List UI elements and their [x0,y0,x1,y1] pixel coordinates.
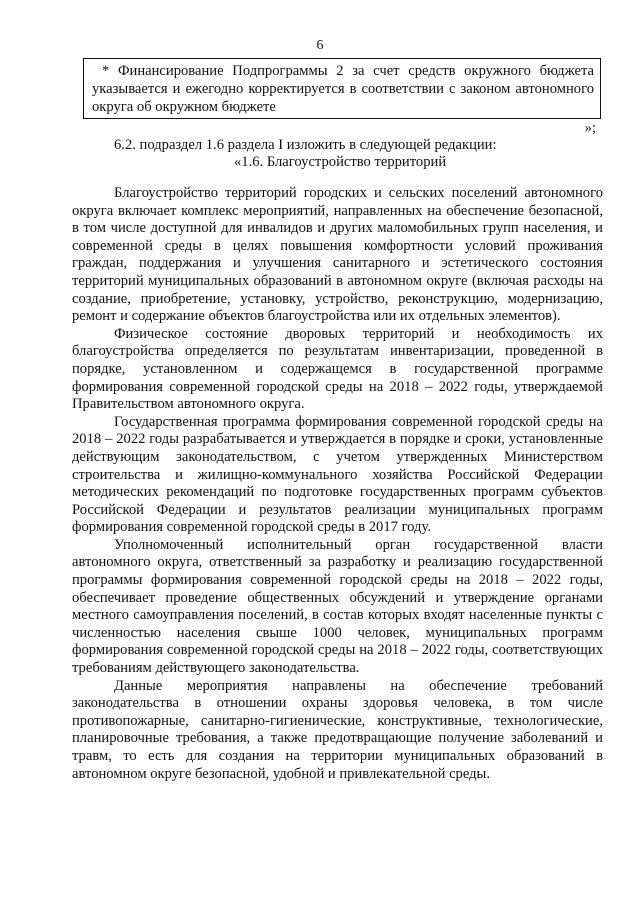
paragraph: Физическое состояние дворовых территорий и необходимость их благоустройства определяется по результатам инвентаризации, проведенной в порядке, установленном и содержащемся в государственной программе формирования современной городской среды на 2018 – 2022 годы, утверждаемой Правительством автономного округа. [72,325,603,413]
paragraph: Уполномоченный исполнительный орган государственной власти автономного округа, ответственный за разработку и реализацию государственной программы формирования современной городской среды на 2018 – 2022 годы, обеспечивает проведение общественных обсуждений и утверждение органами местного самоуправления поселений, в состав которых входят населенные пункты с численностью населения свыше 1000 человек, муниципальных программ формирования современной городской среды на 2018 – 2022 годы, соответствующих требованиям действующего законодательства. [72,536,603,677]
section-heading: «1.6. Благоустройство территорий [234,154,447,170]
page-number: 6 [316,38,324,53]
paragraph: Благоустройство территорий городских и сельских поселений автономного округа включает комплекс мероприятий, направленных на обеспечение безопасной, в том числе доступной для инвалидов и других маломобильных групп населения, и современной среды в целях повышения комфортности условий проживания граждан, поддержания и улучшения санитарного и эстетического состояния территорий муниципальных образований в автономном округе (включая расходы на создание, приобретение, установку, устройство, реконструкцию, модернизацию, ремонт и содержание объектов благоустройства или их отдельных элементов). [72,185,603,325]
paragraph: Данные мероприятия направлены на обеспечение требований законодательства в отношении охраны здоровья человека, в том числе противопожарные, санитарно-гигиенические, конструктивные, технологические, планировочные требования, а также предотвращающие получение заболеваний и травм, то есть для создания на территории муниципальных образований в автономном округе безопасной, удобной и привлекательной среды. [72,677,603,782]
paragraph: Государственная программа формирования современной городской среды на 2018 – 2022 годы разрабатывается и утверждается в порядке и сроки, установленные действующим законодательством, с учетом утвержденных Министерством строительства и жилищно-коммунального хозяйства Российской Федерации методических рекомендаций по подготовке государственных программ субъектов Российской Федерации и результатов реализации муниципальных программ формирования современной городской среды в 2017 году. [72,413,603,536]
closing-quote-mark: »; [584,120,596,136]
body-text [72,185,603,783]
amendment-instruction: 6.2. подраздел 1.6 раздела I изложить в следующей редакции: [114,137,497,153]
footnote-box [83,58,601,119]
footnote-text: * Финансирование Подпрограммы 2 за счет средств окружного бюджета указывается и ежегодно корректируется в соответствии с законом автономного округа об окружном бюджете [92,63,594,115]
